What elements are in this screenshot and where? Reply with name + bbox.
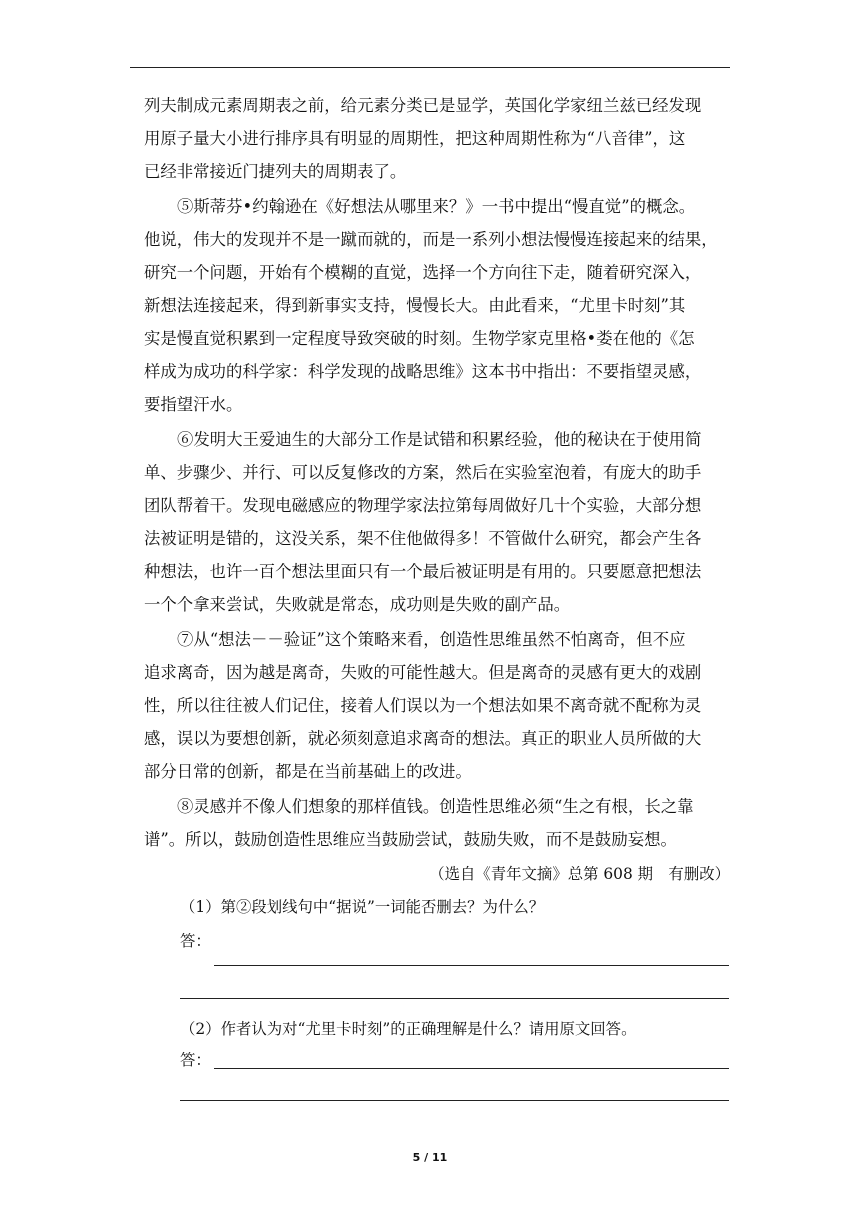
answer-label-1: 答： [180,932,211,950]
text-line: 单、步骤少、并行、可以反复修改的方案，然后在实验室泡着，有庞大的助手 [144,463,702,482]
header-rule [130,67,730,68]
paragraph-5-first-line: ⑤斯蒂芬•约翰逊在《好想法从哪里来？》一书中提出“慢直觉”的概念。 [177,197,696,216]
answer-line-2b[interactable] [180,1100,729,1101]
text-line: 列夫制成元素周期表之前，给元素分类已是显学，英国化学家纽兰兹已经发现 [144,96,702,115]
text-line: 实是慢直觉积累到一定程度导致突破的时刻。生物学家克里格•娄在他的《怎 [144,329,695,348]
text-line: 已经非常接近门捷列夫的周期表了。 [144,162,407,181]
answer-line-2a[interactable] [214,1068,729,1069]
answer-label-2: 答： [180,1051,211,1069]
text-line: 部分日常的创新，都是在当前基础上的改进。 [144,762,472,781]
text-line: 样成为成功的科学家：科学发现的战略思维》这本书中指出：不要指望灵感， [144,362,702,381]
text-line: 追求离奇，因为越是离奇，失败的可能性越大。但是离奇的灵感有更大的戏剧 [144,663,702,682]
text-line: 种想法，也许一百个想法里面只有一个最后被证明是有用的。只要愿意把想法 [144,562,702,581]
text-line: 谱”。所以，鼓励创造性思维应当鼓励尝试，鼓励失败，而不是鼓励妄想。 [144,830,677,849]
text-line: 性，所以往往被人们记住，接着人们误以为一个想法如果不离奇就不配称为灵 [144,696,702,715]
text-line: 新想法连接起来，得到新事实支持，慢慢长大。由此看来，“尤里卡时刻”其 [144,296,686,315]
page-number: 5 / 11 [412,1151,448,1164]
question-1: （1）第②段划线句中“据说”一词能否删去？为什么？ [180,898,545,916]
paragraph-8-first-line: ⑧灵感并不像人们想象的那样值钱。创造性思维必须“生之有根，长之靠 [177,797,694,816]
text-line: 团队帮着干。发现电磁感应的物理学家法拉第每周做好几十个实验，大部分想 [144,496,702,515]
paragraph-7-first-line: ⑦从“想法－－验证”这个策略来看，创造性思维虽然不怕离奇，但不应 [177,630,686,649]
answer-line-1b[interactable] [180,998,729,999]
text-line: 用原子量大小进行排序具有明显的周期性，把这种周期性称为“八音律”，这 [144,129,686,148]
question-2: （2）作者认为对“尤里卡时刻”的正确理解是什么？请用原文回答。 [180,1020,637,1038]
answer-line-1a[interactable] [214,965,729,966]
paragraph-6-first-line: ⑥发明大王爱迪生的大部分工作是试错和积累经验，他的秘诀在于使用简 [177,430,702,449]
source-citation: （选自《青年文摘》总第 608 期 有删改） [429,865,730,883]
text-line: 研究一个问题，开始有个模糊的直觉，选择一个方向往下走，随着研究深入， [144,263,702,282]
text-line: 法被证明是错的，这没关系，架不住他做得多！不管做什么研究，都会产生各 [144,529,702,548]
text-line: 感，误以为要想创新，就必须刻意追求离奇的想法。真正的职业人员所做的大 [144,729,702,748]
text-line: 他说，伟大的发现并不是一蹴而就的，而是一系列小想法慢慢连接起来的结果， [144,230,718,249]
text-line: 要指望汗水。 [144,395,243,414]
text-line: 一个个拿来尝试，失败就是常态，成功则是失败的副产品。 [144,595,571,614]
